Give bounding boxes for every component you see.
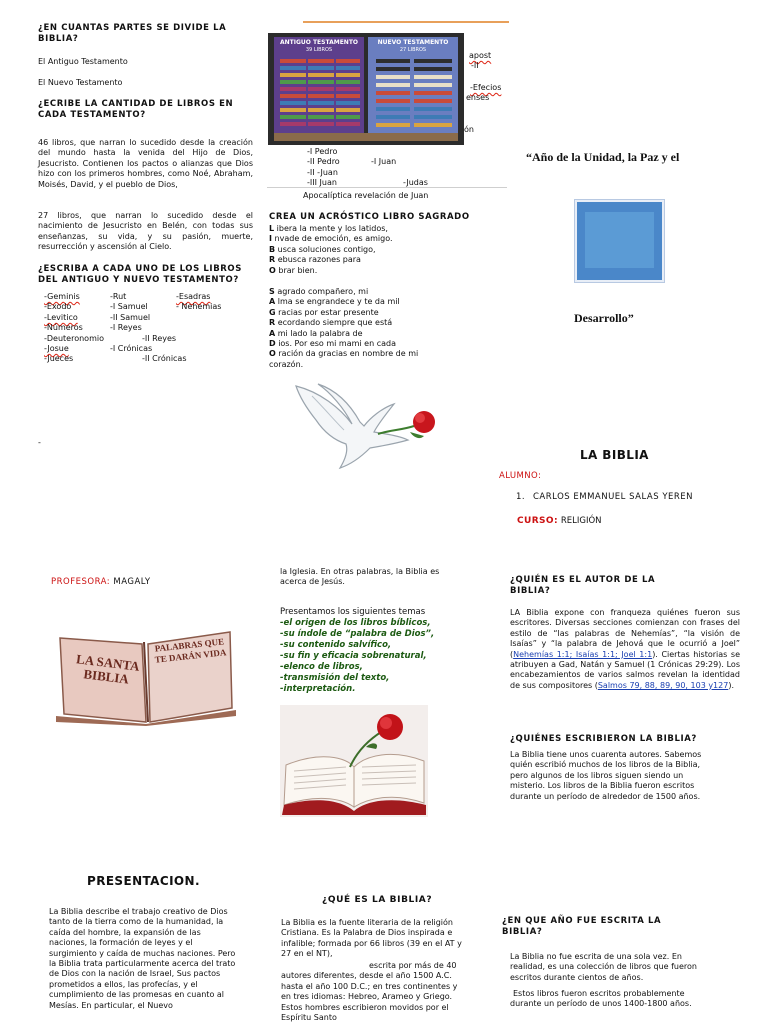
books-column-3	[176, 292, 256, 313]
presentacion-title: PRESENTACION.	[87, 874, 200, 888]
acrostic-sagrado	[269, 287, 445, 370]
side-efecios: -Efecios	[470, 83, 502, 92]
acrostic-line: L ibera la mente y los latidos,	[269, 224, 388, 233]
temas-intro: Presentamos los siguientes temas	[280, 607, 426, 617]
autor-text: LA Biblia expone con franqueza quiénes fueron sus escritores. Diversas secciones comienzan con frases del estilo de “las palabras de Nehemías”, “la visión de Isaías” y “la palabra de Jehová que le ocurrió a Joel” (Nehemías 1:1; Isaías 1:1; Joel 1:1). Ciertas historias se atribuyen a Gad, Natán y Samuel (1 Crónicas 29:29). Los encabezamientos de varios salmos revelan la identidad de sus compositores (Salmos 79, 88, 89, 90, 103 y127).	[510, 608, 740, 690]
blue-box	[585, 212, 654, 268]
jesus-intro-text: la Iglesia. En otras palabras, la Biblia es acerca de Jesús.	[280, 567, 440, 587]
autor-title: ¿QUIÉN ES EL AUTOR DE LA BIBLIA?	[510, 575, 656, 596]
book-item: -I Crónicas	[110, 344, 153, 354]
nt-row: -II -Juan	[307, 167, 338, 177]
temas-list	[280, 618, 480, 695]
nt-row: -III Juan -Judas	[307, 178, 428, 188]
alumno-label: ALUMNO:	[499, 471, 542, 481]
book-item: -Josue	[44, 344, 69, 354]
santa-biblia-image	[56, 626, 236, 726]
book-item: -Esadras	[176, 292, 211, 301]
acrostic-line: R ecordando siempre que está	[269, 318, 393, 328]
book-item: - Nehemias	[176, 302, 222, 312]
acrostic-line: O brar bien.	[269, 265, 318, 275]
testaments-books-image	[268, 33, 464, 145]
books-column-1	[44, 292, 114, 365]
book-item: -Números	[44, 323, 83, 333]
tema-item: -transmisión del texto,	[280, 673, 390, 683]
que-es-title: ¿QUÉ ES LA BIBLIA?	[322, 895, 433, 905]
book-item: -I Samuel	[110, 302, 148, 312]
que-es-text-b: escrita por más de 40 autores diferentes, desde el año 1500 A.C. hasta el año 100 D.C.; en tres continentes y en tres idiomas: Hebreo, Arameo y Griego. Estos hombres escribieron movidos por el Espíritu Santo	[281, 961, 458, 1023]
book-item: -I Reyes	[110, 323, 142, 333]
book-item: -Exodo	[44, 302, 72, 312]
profesora-row	[51, 577, 151, 587]
escribieron-title: ¿QUIÉNES ESCRIBIERON LA BIBLIA?	[510, 734, 697, 744]
escribieron-text: La Biblia tiene unos cuarenta autores. Sabemos quién escribió muchos de los libros de la Biblia, pero algunos de los libros siguen siendo un misterio. Los libros de la Biblia fueron escritos durante un período de alrededor de 1500 años.	[510, 750, 702, 801]
anio-title: ¿EN QUE AÑO FUE ESCRITA LA BIBLIA?	[502, 916, 662, 937]
tema-item: -su índole de “palabra de Dios”,	[280, 629, 435, 639]
book-item: -Jueces	[44, 354, 74, 364]
tema-item: -su fin y eficacia sobrenatural,	[280, 651, 427, 661]
alumno-name: CARLOS EMMANUEL SALAS YEREN	[533, 492, 694, 502]
anio-text-b: Estos libros fueron escritos probablemente durante un período de unos 1400-1800 años.	[510, 989, 692, 1009]
open-bible-rose-illustration	[280, 705, 428, 817]
apocalipsis-line: Apocalíptica revelación de Juan	[303, 191, 429, 200]
question-parts-heading: ¿EN CUANTAS PARTES SE DIVIDE LA BIBLIA?	[38, 23, 227, 44]
answer-new-testament: El Nuevo Testamento	[38, 78, 123, 87]
side-on: ón	[464, 125, 474, 134]
acrostic-line: S agrado compañero, mi	[269, 287, 369, 296]
alumno-number: 1.	[516, 492, 526, 502]
stray-dash: -	[38, 438, 41, 447]
new-testament-books-list	[307, 147, 507, 189]
acrostic-line: O ración da gracias en nombre de mi corazón.	[269, 349, 419, 369]
autor-link-nehemias[interactable]: Nehemías 1:1; Isaías 1:1; Joel 1:1	[513, 649, 653, 659]
side-ii: -II	[471, 61, 479, 70]
nt-row: -II Pedro -I Juan	[307, 157, 397, 167]
image-sub-new: 27 LIBROS	[399, 47, 427, 53]
tema-item: -interpretación.	[280, 684, 356, 694]
curso-row	[517, 516, 602, 526]
que-es-text-a: La Biblia es la fuente literaria de la religión Cristiana. Es la Palabra de Dios inspirada e infalible; formada por 66 libros (39 en el AT y 27 en el NT),	[281, 918, 462, 959]
nt-row: -I Pedro	[307, 147, 338, 156]
bible-with-rose-image	[280, 705, 428, 817]
curso-value: RELIGIÓN	[560, 516, 602, 526]
orange-rule	[303, 21, 509, 23]
book-item: -Levitico	[44, 312, 78, 322]
acrostic-line: G racias por estar presente	[269, 307, 379, 317]
image-label-new: NUEVO TESTAMENTO	[377, 39, 449, 46]
answer-old-testament: El Antiguo Testamento	[38, 57, 128, 66]
book-item: -II Crónicas	[142, 354, 187, 364]
tema-item: -el origen de los libros bíblicos,	[280, 618, 431, 628]
book-item: -II Reyes	[142, 333, 177, 343]
brochure-title: LA BIBLIA	[580, 448, 649, 462]
santa-biblia-text: LA SANTA BIBLIA	[75, 651, 141, 687]
profesora-value: MAGALY	[113, 577, 151, 587]
year-motto-line2: Desarrollo”	[574, 311, 634, 325]
book-item: -Geminis	[44, 292, 80, 301]
new-testament-count-text: 27 libros, que narran lo sucedido desde el nacimiento de Jesucristo en Belén, con todas sus enseñanzas, su vida, y su pasión, muerte, resurrección y ascensión al Cielo.	[38, 211, 253, 252]
curso-label: CURSO:	[517, 516, 558, 526]
book-item: -Rut	[110, 292, 127, 301]
divider	[267, 187, 507, 188]
dove-with-rose-image	[290, 378, 448, 472]
acrostic-line: B usca soluciones contigo,	[269, 244, 376, 254]
acrostic-line: D ios. Por eso mi mami en cada	[269, 339, 396, 349]
acrostic-line: R ebusca razones para	[269, 255, 361, 265]
dove-icon	[290, 378, 448, 472]
palabras-vida-text: PALABRAS QUE TE DARÁN VIDA	[154, 636, 227, 665]
image-sub-old: 39 LIBROS	[305, 47, 333, 53]
acrostic-line: I nvade de emoción, es amigo.	[269, 234, 393, 244]
side-enses: enses	[466, 93, 490, 102]
book-item: -Deuteronomio	[44, 333, 104, 343]
book-item: -II Samuel	[110, 312, 151, 322]
acrostic-line: A lma se engrandece y te da mil	[269, 297, 400, 307]
question-count-heading: ¿ECRIBE LA CANTIDAD DE LIBROS EN CADA TESTAMENTO?	[38, 99, 234, 120]
question-write-heading: ¿ESCRIBA A CADA UNO DE LOS LIBROS DEL ANTIGUO Y NUEVO TESTAMENTO?	[38, 264, 242, 285]
year-motto-line1: “Año de la Unidad, la Paz y el	[526, 150, 680, 164]
acrostic-libro	[269, 224, 509, 276]
profesora-label: PROFESORA:	[51, 577, 111, 587]
blue-box-frame	[575, 200, 664, 282]
tema-item: -elenco de libros,	[280, 662, 363, 672]
presentacion-text: La Biblia describe el trabajo creativo de Dios tanto de la tierra como de la humanidad, la caída del hombre, la expansión de las naciones, la formación de leyes y el surgimiento y caída de muchas naciones. Pero la Biblia trata particularmente acerca del trato de Dios con la nación de Israel, Sus pactos prometidos a ellos, las profecías, y el cumplimiento de las promesas en cuanto al Mesías. En particular, el Nuevo	[49, 907, 236, 1010]
old-testament-count-text: 46 libros, que narran lo sucedido desde la creación del mundo hasta la venida del Hijo de Dios, Jesucristo. Contienen los pactos o alianzas que Dios hizo con los primeros hombres, como Noé, Abraham, Moisés, David, y el pueblo de Dios,	[38, 138, 253, 189]
side-apost: apost	[469, 51, 492, 60]
acrostic-title: CREA UN ACRÓSTICO LIBRO SAGRADO	[269, 212, 470, 222]
autor-link-salmos[interactable]: Salmos 79, 88, 89, 90, 103 y127	[597, 680, 729, 690]
anio-text-a: La Biblia no fue escrita de una sola vez. En realidad, es una colección de libros que fueron escritos durante cientos de años.	[510, 952, 697, 982]
acrostic-line: A mi lado la palabra de	[269, 328, 363, 338]
tema-item: -su contenido salvífico,	[280, 640, 392, 650]
alumno-row	[516, 492, 693, 502]
image-label-old: ANTIGUO TESTAMENTO	[279, 39, 359, 46]
